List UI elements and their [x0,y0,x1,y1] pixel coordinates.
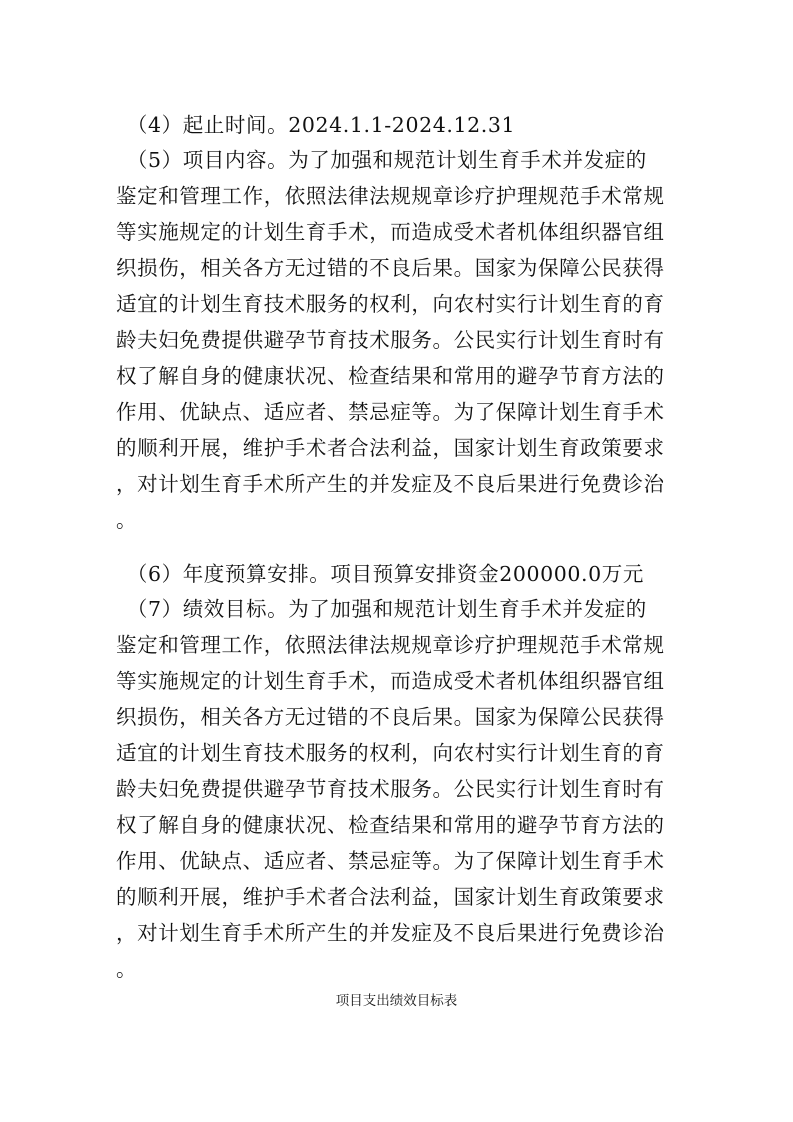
paragraph-performance-goal-line-9: 的顺利开展，维护手术者合法利益，国家计划生育政策要求 [116,885,665,909]
paragraph-performance-goal-line-7: 权了解自身的健康状况、检查结果和常用的避孕节育方法的 [116,813,665,837]
paragraph-performance-goal-line-10: ，对计划生育手术所产生的并发症及不良后果进行免费诊治 [116,921,665,945]
paragraph-performance-goal-line-8: 作用、优缺点、适应者、禁忌症等。为了保障计划生育手术 [116,849,665,873]
paragraph-start-end-time-line-1: （4）起止时间。2024.1.1-2024.12.31 [116,113,516,137]
paragraph-performance-goal-line-4: 织损伤，相关各方无过错的不良后果。国家为保障公民获得 [116,705,665,729]
paragraph-performance-goal-line-5: 适宜的计划生育技术服务的权利，向农村实行计划生育的育 [116,741,665,765]
paragraph-project-content-line-5: 适宜的计划生育技术服务的权利，向农村实行计划生育的育 [116,292,665,316]
table-caption: 项目支出绩效目标表 [335,993,458,1009]
paragraph-project-content-line-10: ，对计划生育手术所产生的并发症及不良后果进行免费诊治 [116,472,665,496]
paragraph-annual-budget-line-1: （6）年度预算安排。项目预算安排资金200000.0万元 [116,562,645,586]
paragraph-project-content-line-2: 鉴定和管理工作，依照法律法规规章诊疗护理规范手术常规 [116,184,665,208]
paragraph-performance-goal-line-3: 等实施规定的计划生育手术，而造成受术者机体组织器官组 [116,669,665,693]
paragraph-project-content-line-3: 等实施规定的计划生育手术，而造成受术者机体组织器官组 [116,220,665,244]
paragraph-project-content-line-9: 的顺利开展，维护手术者合法利益，国家计划生育政策要求 [116,436,665,460]
paragraph-performance-goal-line-11: 。 [116,957,138,981]
paragraph-performance-goal-line-2: 鉴定和管理工作，依照法律法规规章诊疗护理规范手术常规 [116,633,665,657]
paragraph-performance-goal-line-1: （7）绩效目标。为了加强和规范计划生育手术并发症的 [116,597,647,621]
paragraph-performance-goal-line-6: 龄夫妇免费提供避孕节育技术服务。公民实行计划生育时有 [116,777,665,801]
paragraph-project-content-line-1: （5）项目内容。为了加强和规范计划生育手术并发症的 [116,148,647,172]
paragraph-project-content-line-4: 织损伤，相关各方无过错的不良后果。国家为保障公民获得 [116,256,665,280]
paragraph-project-content-line-7: 权了解自身的健康状况、检查结果和常用的避孕节育方法的 [116,364,665,388]
paragraph-project-content-line-11: 。 [116,508,138,532]
paragraph-project-content-line-8: 作用、优缺点、适应者、禁忌症等。为了保障计划生育手术 [116,400,665,424]
paragraph-project-content-line-6: 龄夫妇免费提供避孕节育技术服务。公民实行计划生育时有 [116,328,665,352]
